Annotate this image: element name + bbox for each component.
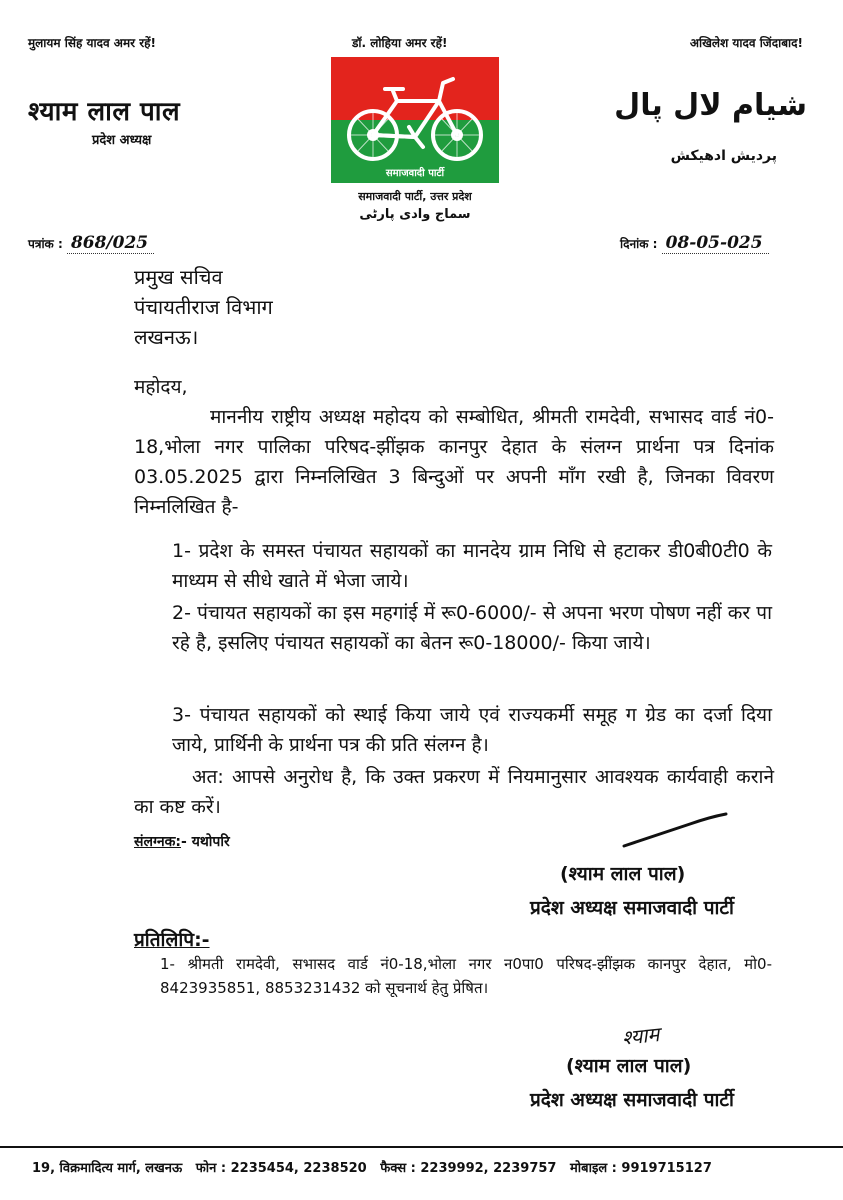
sender-name-hindi: श्याम लाल पाल: [28, 97, 181, 127]
copy-item-text: श्रीमती रामदेवी, सभासद वार्ड नं0-18,भोला नगर न0पा0 परिषद-झींझक कानपुर देहात, मो0-8423935851, 8853231432 को सूचनार्थ हेतु प्रेषित।: [160, 955, 772, 997]
closing-paragraph: अत: आपसे अनुरोध है, कि उक्त प्रकरण में नियमानुसार आवश्यक कार्यवाही कराने का कष्ट करें।: [134, 766, 774, 818]
copy-heading: प्रतिलिपि:-: [134, 929, 210, 951]
enclosure: [134, 832, 230, 851]
party-state-line: समाजवादी पार्टी, उत्तर प्रदेश: [358, 190, 472, 203]
reference-value: 868/025: [67, 233, 154, 254]
point-2: [172, 598, 772, 658]
point-text: पंचायत सहायकों को स्थाई किया जाये एवं राज्यकर्मी समूह ग ग्रेड का दर्जा दिया जाये, प्रार्थिनी के प्रार्थना पत्र की प्रति संलग्न है।: [172, 704, 772, 756]
date-label: दिनांक :: [620, 237, 658, 251]
enclosure-label: संलग्नक:: [134, 834, 182, 850]
party-urdu-line: سماج وادی پارٹی: [359, 207, 471, 222]
addressee-line: पंचायतीराज विभाग: [134, 295, 273, 319]
point-text: प्रदेश के समस्त पंचायत सहायकों का मानदेय ग्राम निधि से हटाकर डी0बी0टी0 के माध्यम से सीधे खाते में भेजा जाये।: [172, 540, 772, 592]
addressee-block: [134, 262, 273, 352]
flag-label: समाजवादी पार्टी: [385, 168, 445, 179]
slogan-center: डॉ. लोहिया अमर रहें!: [352, 36, 448, 50]
signature-stroke: [620, 812, 730, 852]
addressee-line: लखनऊ।: [134, 325, 199, 349]
signature-1-name: (श्याम लाल पाल): [560, 863, 686, 885]
slogan-right: अखिलेश यादव जिंदाबाद!: [689, 36, 803, 50]
footer-address: 19, विक्रमादित्य मार्ग, लखनऊ फोन : 2235454, 2238520 फैक्स : 2239992, 2239757 मोबाइल : 9919715127: [32, 1161, 712, 1176]
signature-2-name: (श्याम लाल पाल): [566, 1055, 692, 1077]
intro-paragraph: माननीय राष्ट्रीय अध्यक्ष महोदय को सम्बोधित, श्रीमती रामदेवी, सभासद वार्ड नं0-18,भोला नगर पालिका परिषद-झींझक कानपुर देहात के संलग्न प्रार्थना पत्र दिनांक 03.05.2025 द्वारा निम्नलिखित 3 बिन्दुओं पर अपनी माँग रखी है, जिनका विवरण निम्नलिखित है-: [134, 406, 774, 518]
reference-label: पत्रांक :: [28, 237, 63, 251]
point-3: [172, 700, 772, 760]
signature-2-designation: प्रदेश अध्यक्ष समाजवादी पार्टी: [530, 1089, 734, 1111]
addressee-line: प्रमुख सचिव: [134, 265, 223, 289]
footer-divider: [0, 1146, 843, 1148]
point-number: 3-: [172, 704, 191, 726]
copy-item: [160, 952, 772, 1000]
point-text: पंचायत सहायकों का इस महगांई में रू0-6000/- से अपना भरण पोषण नहीं कर पा रहे है, इसलिए पंचायत सहायकों का बेतन रू0-18000/- किया जाये।: [172, 602, 772, 654]
sender-name-urdu: شیام لال پال: [614, 88, 807, 123]
party-flag-logo: [331, 57, 499, 183]
enclosure-value: - यथोपरि: [181, 834, 230, 850]
signature-1-designation: प्रदेश अध्यक्ष समाजवादी पार्टी: [530, 897, 734, 919]
sender-designation-urdu: پردیش ادھیکش: [670, 148, 777, 164]
point-number: 1-: [172, 540, 191, 562]
slogan-left: मुलायम सिंह यादव अमर रहें!: [28, 36, 156, 50]
date-value: 08-05-025: [662, 233, 769, 254]
reference-number: [28, 233, 154, 253]
salutation: महोदय,: [134, 376, 188, 398]
copy-item-number: 1-: [160, 955, 175, 973]
signature-scribble: श्याम: [620, 1022, 661, 1050]
letter-date: [620, 233, 769, 253]
point-1: [172, 536, 772, 596]
point-number: 2-: [172, 602, 191, 624]
sender-designation-hindi: प्रदेश अध्यक्ष: [92, 133, 152, 148]
